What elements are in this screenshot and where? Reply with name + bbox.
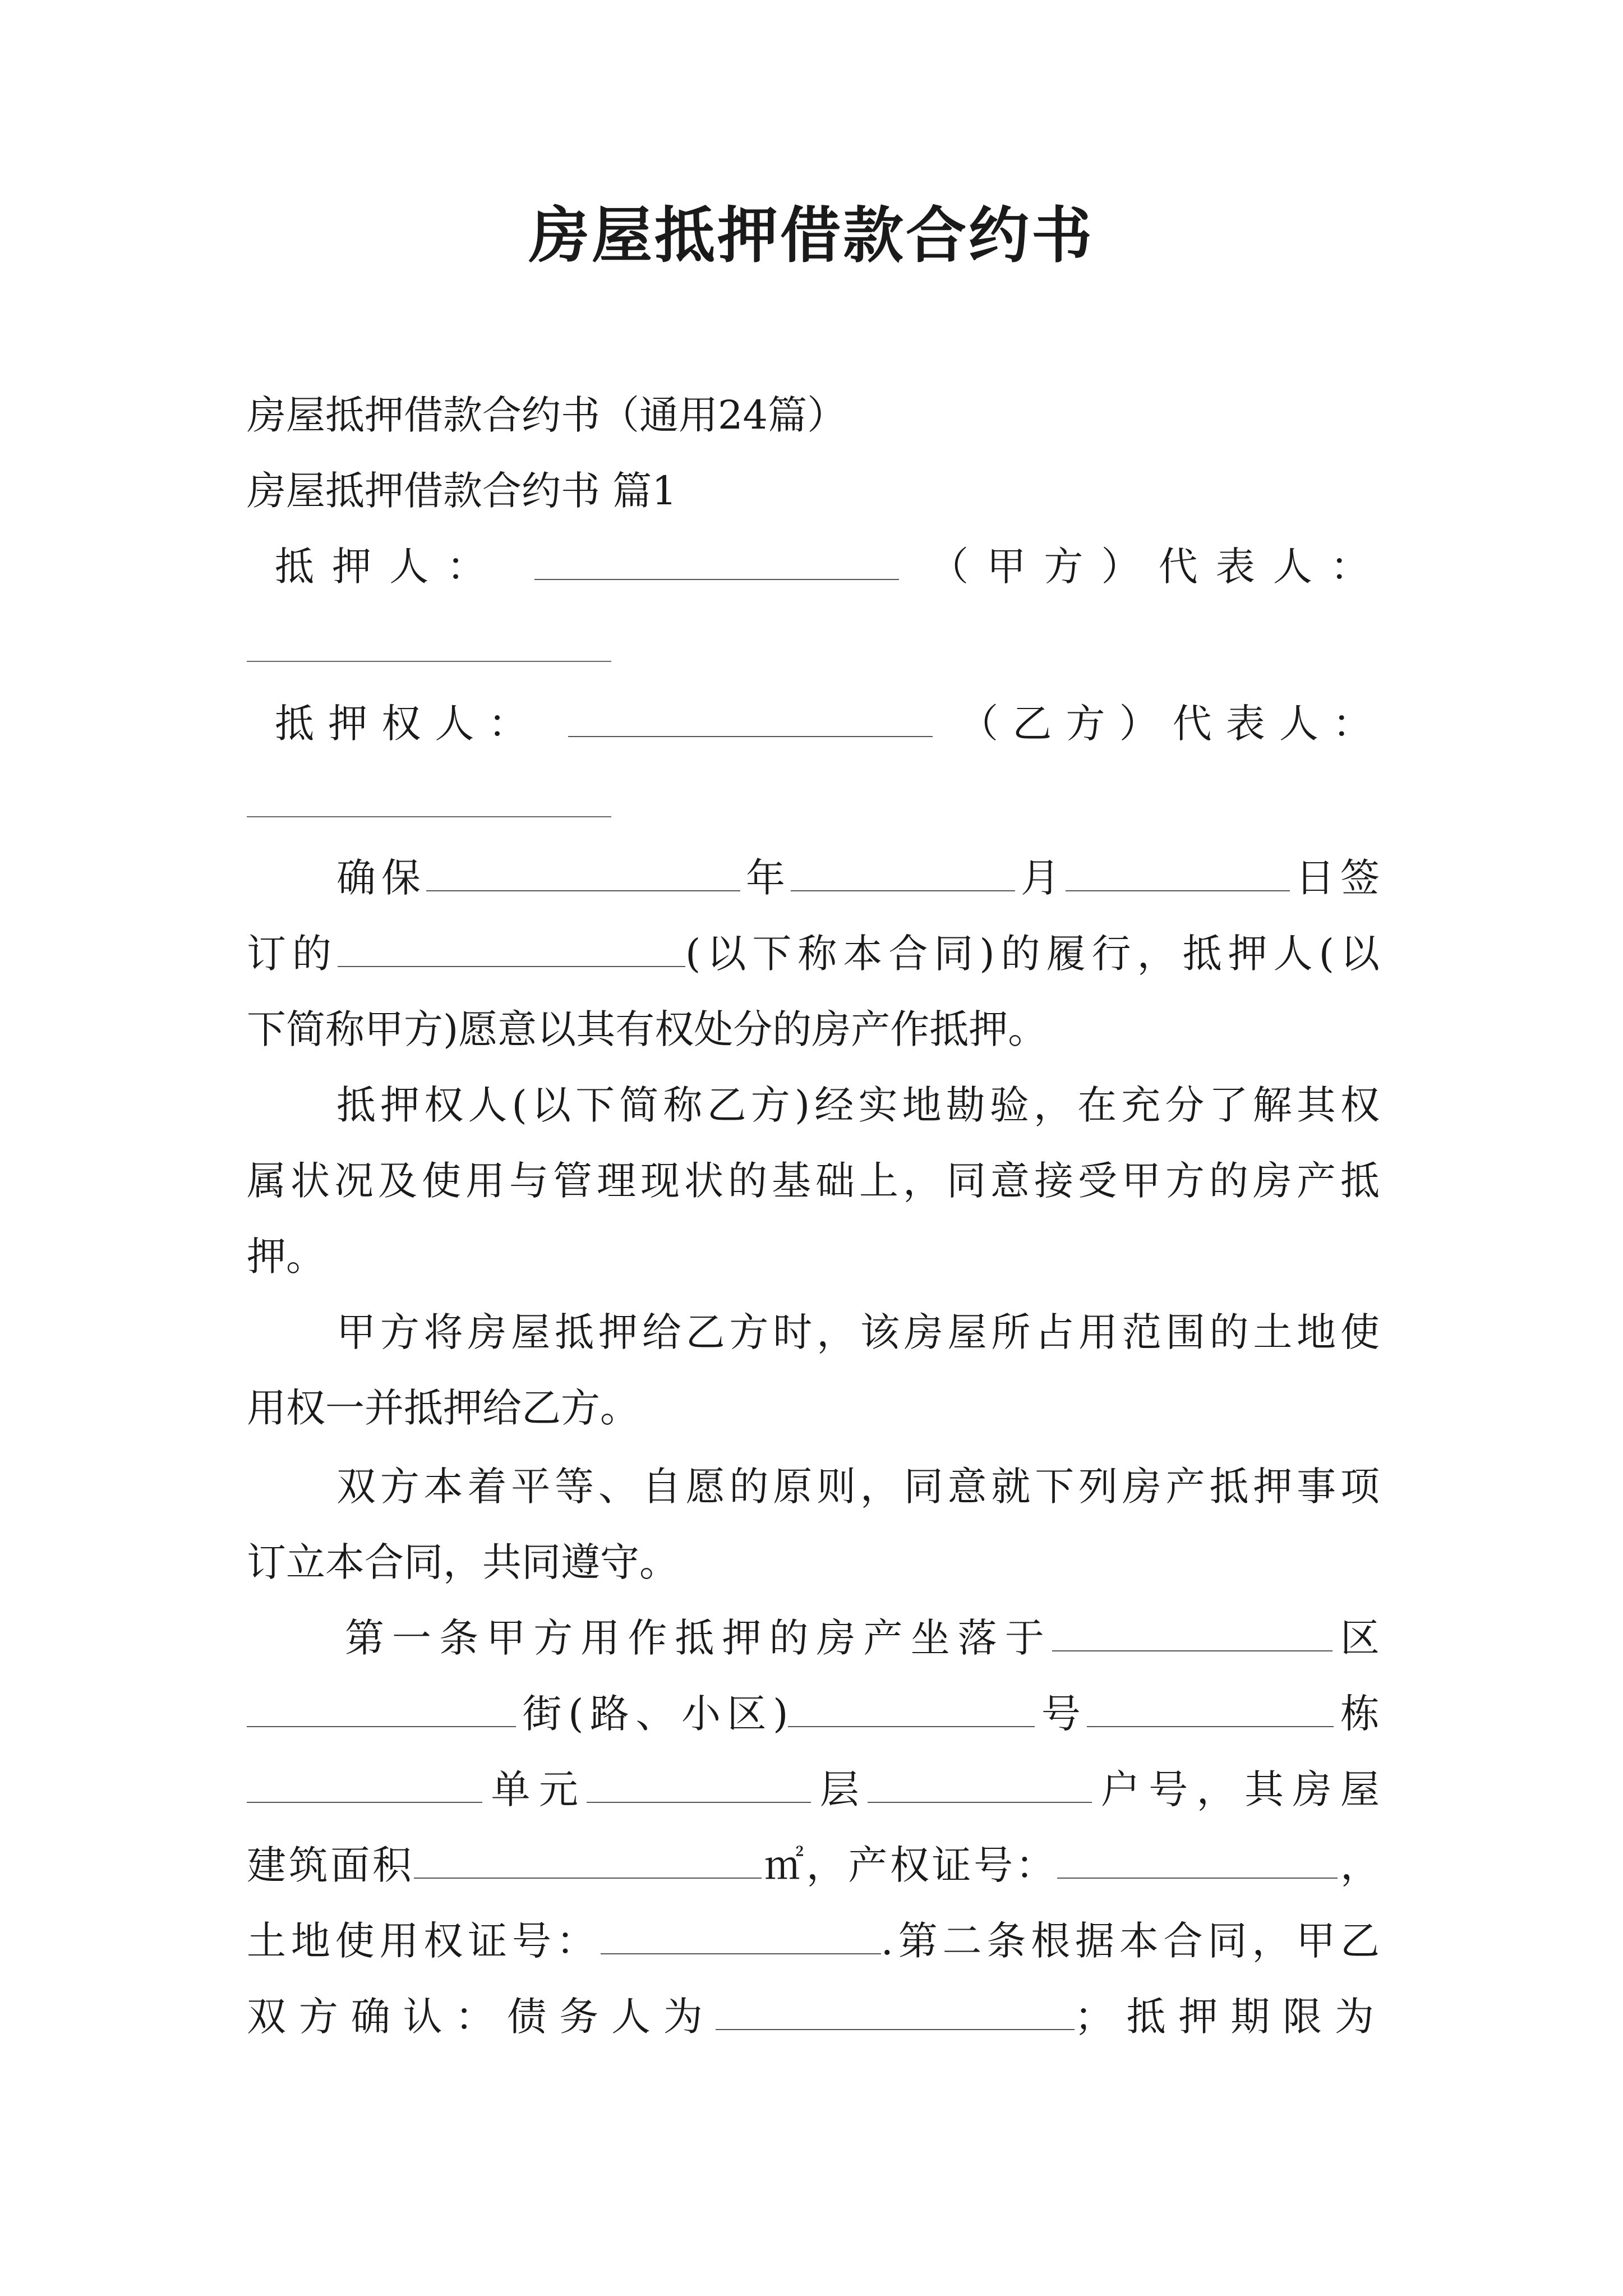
- article-1-line-1: [345, 1610, 1380, 1666]
- paragraph-1-line-1: [336, 850, 1380, 906]
- paragraph-2-line-3: [247, 1228, 1380, 1285]
- party-b-rep-label: （乙方）代表人：: [959, 701, 1380, 747]
- term-label: ；抵押期限为: [1074, 1994, 1380, 2040]
- paragraph-3-line-2: [247, 1380, 1380, 1436]
- year-blank: [426, 853, 740, 891]
- land-cert-blank: [601, 1916, 881, 1954]
- floor-blank: [587, 1765, 811, 1803]
- paragraph-4-line-2: [247, 1534, 1380, 1590]
- room-blank: [868, 1765, 1092, 1803]
- land-cert-label: 土地使用权证号：: [247, 1918, 601, 1964]
- section-heading-text: 房屋抵押借款合约书 篇1: [247, 468, 677, 514]
- floor-label: 层: [811, 1766, 868, 1812]
- debtor-blank: [716, 1992, 1075, 2030]
- mortgagor-label: 抵押人：: [275, 544, 504, 590]
- number-blank: [788, 1689, 1035, 1727]
- contract-name-blank: [338, 929, 685, 967]
- p3-text-a: 甲方将房屋抵押给乙方时，该房屋所占用范围的土地使: [336, 1309, 1380, 1355]
- unit-blank: [247, 1765, 482, 1803]
- p1-day: 日签: [1290, 855, 1380, 901]
- article-2-text: .第二条根据本合同，甲乙: [880, 1918, 1380, 1964]
- party-a-rep-label: （甲方）代表人：: [929, 544, 1380, 590]
- p2-text-a: 抵押权人(以下简称乙方)经实地勘验，在充分了解其权: [336, 1082, 1380, 1128]
- mortgagor-blank: [534, 542, 899, 580]
- paragraph-2-line-2: [247, 1153, 1380, 1209]
- article-1-line-5: [247, 1913, 1380, 1969]
- paragraph-3-line-1: [336, 1304, 1380, 1360]
- paragraph-1-line-2: [247, 926, 1380, 982]
- party-a-rep-blank: [247, 661, 611, 662]
- p3-text-b: 用权一并抵押给乙方。: [247, 1385, 639, 1431]
- subtitle-text: 房屋抵押借款合约书（通用24篇）: [247, 392, 847, 438]
- p1-year: 年: [740, 855, 791, 901]
- p4-text-b: 订立本合同，共同遵守。: [247, 1539, 679, 1585]
- building-label: 栋: [1334, 1691, 1380, 1737]
- district-blank: [1052, 1613, 1332, 1651]
- district-label: 区: [1332, 1615, 1380, 1661]
- mortgagee-line: [275, 696, 1380, 752]
- street-label: 街(路、小区): [516, 1691, 789, 1737]
- p1-month: 月: [1015, 855, 1066, 901]
- unit-label: 单元: [482, 1766, 587, 1812]
- area-label: 建筑面积: [247, 1842, 414, 1888]
- comma: ，: [1338, 1842, 1380, 1888]
- paragraph-2-line-1: [336, 1077, 1380, 1133]
- street-blank: [247, 1689, 516, 1727]
- month-blank: [791, 853, 1015, 891]
- p2-text-c: 押。: [247, 1234, 325, 1280]
- article-1-line-2: [247, 1686, 1380, 1742]
- article-1-line-4: [247, 1837, 1380, 1893]
- area-blank: [414, 1841, 762, 1879]
- building-blank: [1087, 1689, 1334, 1727]
- p1-text-a: 确保: [336, 855, 426, 901]
- p1-text-b: 订的: [247, 931, 338, 977]
- mortgagee-blank: [568, 699, 933, 737]
- number-label: 号: [1035, 1691, 1087, 1737]
- article-1-text: 第一条甲方用作抵押的房产坐落于: [345, 1615, 1052, 1661]
- paragraph-1-line-3: [247, 1001, 1380, 1057]
- debtor-label: 双方确认：债务人为: [247, 1994, 716, 2040]
- article-2-line-1: [247, 1989, 1380, 2045]
- article-1-line-3: [247, 1761, 1380, 1818]
- party-b-rep-blank: [247, 816, 611, 817]
- section-heading: [247, 463, 1380, 519]
- document-subtitle: [247, 387, 1380, 443]
- document-title: 房屋抵押借款合约书: [528, 200, 1094, 271]
- day-blank: [1066, 853, 1290, 891]
- mortgagee-label: 抵押权人：: [275, 701, 542, 747]
- p1-text-d: 下简称甲方)愿意以其有权处分的房产作抵押。: [247, 1006, 1048, 1052]
- certificate-blank: [1057, 1841, 1338, 1879]
- p1-text-c: (以下称本合同)的履行，抵押人(以: [685, 931, 1380, 977]
- paragraph-4-line-1: [336, 1458, 1380, 1515]
- p2-text-b: 属状况及使用与管理现状的基础上，同意接受甲方的房产抵: [247, 1158, 1380, 1204]
- certificate-label: ㎡，产权证号：: [762, 1842, 1058, 1888]
- p4-text-a: 双方本着平等、自愿的原则，同意就下列房产抵押事项: [336, 1464, 1380, 1510]
- room-label: 户号，其房屋: [1092, 1766, 1380, 1812]
- mortgagor-line: [275, 539, 1380, 595]
